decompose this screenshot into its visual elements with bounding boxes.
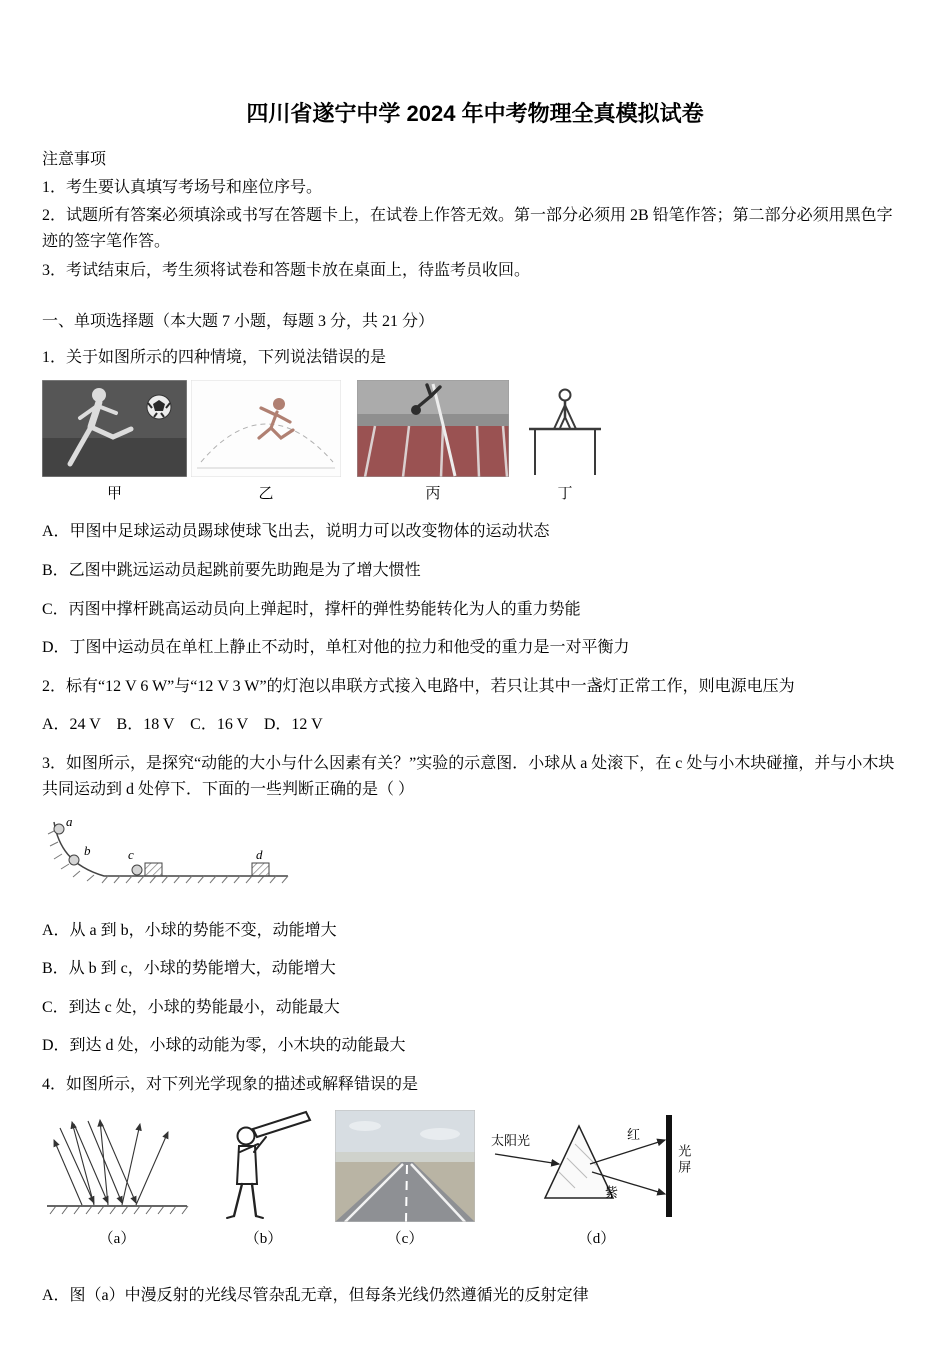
notice-section <box>42 147 908 283</box>
figure-label: （a） <box>98 1230 136 1247</box>
long-jump-image <box>191 380 341 477</box>
diffuse-reflection-image <box>42 1110 192 1222</box>
diagram-label-d: d <box>256 847 263 863</box>
notice-item: 1．考生要认真填写考场号和座位序号。 <box>42 178 323 196</box>
q1-option-d: D．丁图中运动员在单杠上静止不动时，单杠对他的拉力和他受的重力是一对平衡力 <box>42 639 630 657</box>
notice-item: 3．考试结束后，考生须将试卷和答题卡放在桌面上，待监考员收回。 <box>42 261 531 279</box>
figure-pole-vault <box>357 380 509 506</box>
q1-figures <box>42 380 908 506</box>
observer-tube-image <box>206 1110 321 1222</box>
figure-observer-tube <box>206 1110 321 1251</box>
prism-dispersion-image <box>489 1110 704 1222</box>
q1-option-c: C．丙图中撑杆跳高运动员向上弹起时，撑杆的弹性势能转化为人的重力势能 <box>42 600 581 618</box>
q3-option-a: A．从 a 到 b，小球的势能不变，动能增大 <box>42 921 337 939</box>
diagram-label-b: b <box>84 843 91 859</box>
sunlight-label: 太阳光 <box>491 1132 531 1148</box>
q4-option-a: A．图（a）中漫反射的光线尽管杂乱无章，但每条光线仍然遵循光的反射定律 <box>42 1286 589 1304</box>
q3-option-b: B．从 b 到 c，小球的势能增大，动能增大 <box>42 960 336 978</box>
q3-option-c: C．到达 c 处，小球的势能最小，动能最大 <box>42 998 340 1016</box>
pole-vault-image <box>357 380 509 477</box>
q1-stem: 1．关于如图所示的四种情境，下列说法错误的是 <box>42 348 387 366</box>
light-screen-label: 光屏 <box>676 1143 692 1176</box>
figure-soccer-kick <box>42 380 187 506</box>
q2-stem: 2．标有“12 V 6 W”与“12 V 3 W”的灯泡以串联方式接入电路中，若只让其中一盏灯正常工作，则电源电压为 <box>42 677 795 695</box>
soccer-kick-image <box>42 380 187 477</box>
q2-options: A．24 V B．18 V C．16 V D．12 V <box>42 716 323 734</box>
road-photo-image <box>335 1110 475 1222</box>
notice-item: 2．试题所有答案必须填涂或书写在答题卡上，在试卷上作答无效。第一部分必须用 2B 铅笔作答；第二部分必须用黑色字迹的签字笔作答。 <box>42 207 893 250</box>
figure-label: （b） <box>244 1230 283 1247</box>
q4-stem: 4．如图所示，对下列光学现象的描述或解释错误的是 <box>42 1076 419 1094</box>
figure-diffuse-reflection <box>42 1110 192 1251</box>
paper-title: 四川省遂宁中学 2024 年中考物理全真模拟试卷 <box>246 101 704 126</box>
q3-stem: 3．如图所示，是探究“动能的大小与什么因素有关？”实验的示意图．小球从 a 处滚下，在 c 处与小木块碰撞，并与小木块共同运动到 d 处停下．下面的一些判断正确的是（ ） <box>42 754 895 798</box>
q3-option-d: D．到达 d 处，小球的动能为零，小木块的动能最大 <box>42 1037 406 1055</box>
figure-label: 丁 <box>557 486 573 503</box>
figure-label: 乙 <box>258 486 274 503</box>
figure-label: （d） <box>577 1230 616 1247</box>
energy-ramp-image <box>42 816 294 896</box>
figure-prism-dispersion <box>489 1110 704 1251</box>
red-label: 红 <box>627 1126 641 1142</box>
figure-horizontal-bar <box>521 385 609 506</box>
figure-road-photo <box>335 1110 475 1251</box>
violet-label: 紫 <box>605 1184 619 1200</box>
q1-option-a: A．甲图中足球运动员踢球使球飞出去，说明力可以改变物体的运动状态 <box>42 523 550 541</box>
q4-figures <box>42 1110 908 1251</box>
figure-long-jump <box>191 380 341 506</box>
notice-heading: 注意事项 <box>42 151 107 169</box>
figure-label: 丙 <box>425 486 441 503</box>
q1-option-b: B．乙图中跳远运动员起跳前要先助跑是为了增大惯性 <box>42 561 421 579</box>
horizontal-bar-image <box>521 385 609 477</box>
diagram-label-a: a <box>66 816 73 830</box>
diagram-label-c: c <box>128 847 134 863</box>
figure-label: （c） <box>386 1230 424 1247</box>
prism-svg <box>489 1110 704 1222</box>
section-heading: 一、单项选择题（本大题 7 小题，每题 3 分，共 21 分） <box>42 313 435 331</box>
figure-energy-ramp-diagram <box>42 816 908 905</box>
figure-label: 甲 <box>106 486 122 503</box>
